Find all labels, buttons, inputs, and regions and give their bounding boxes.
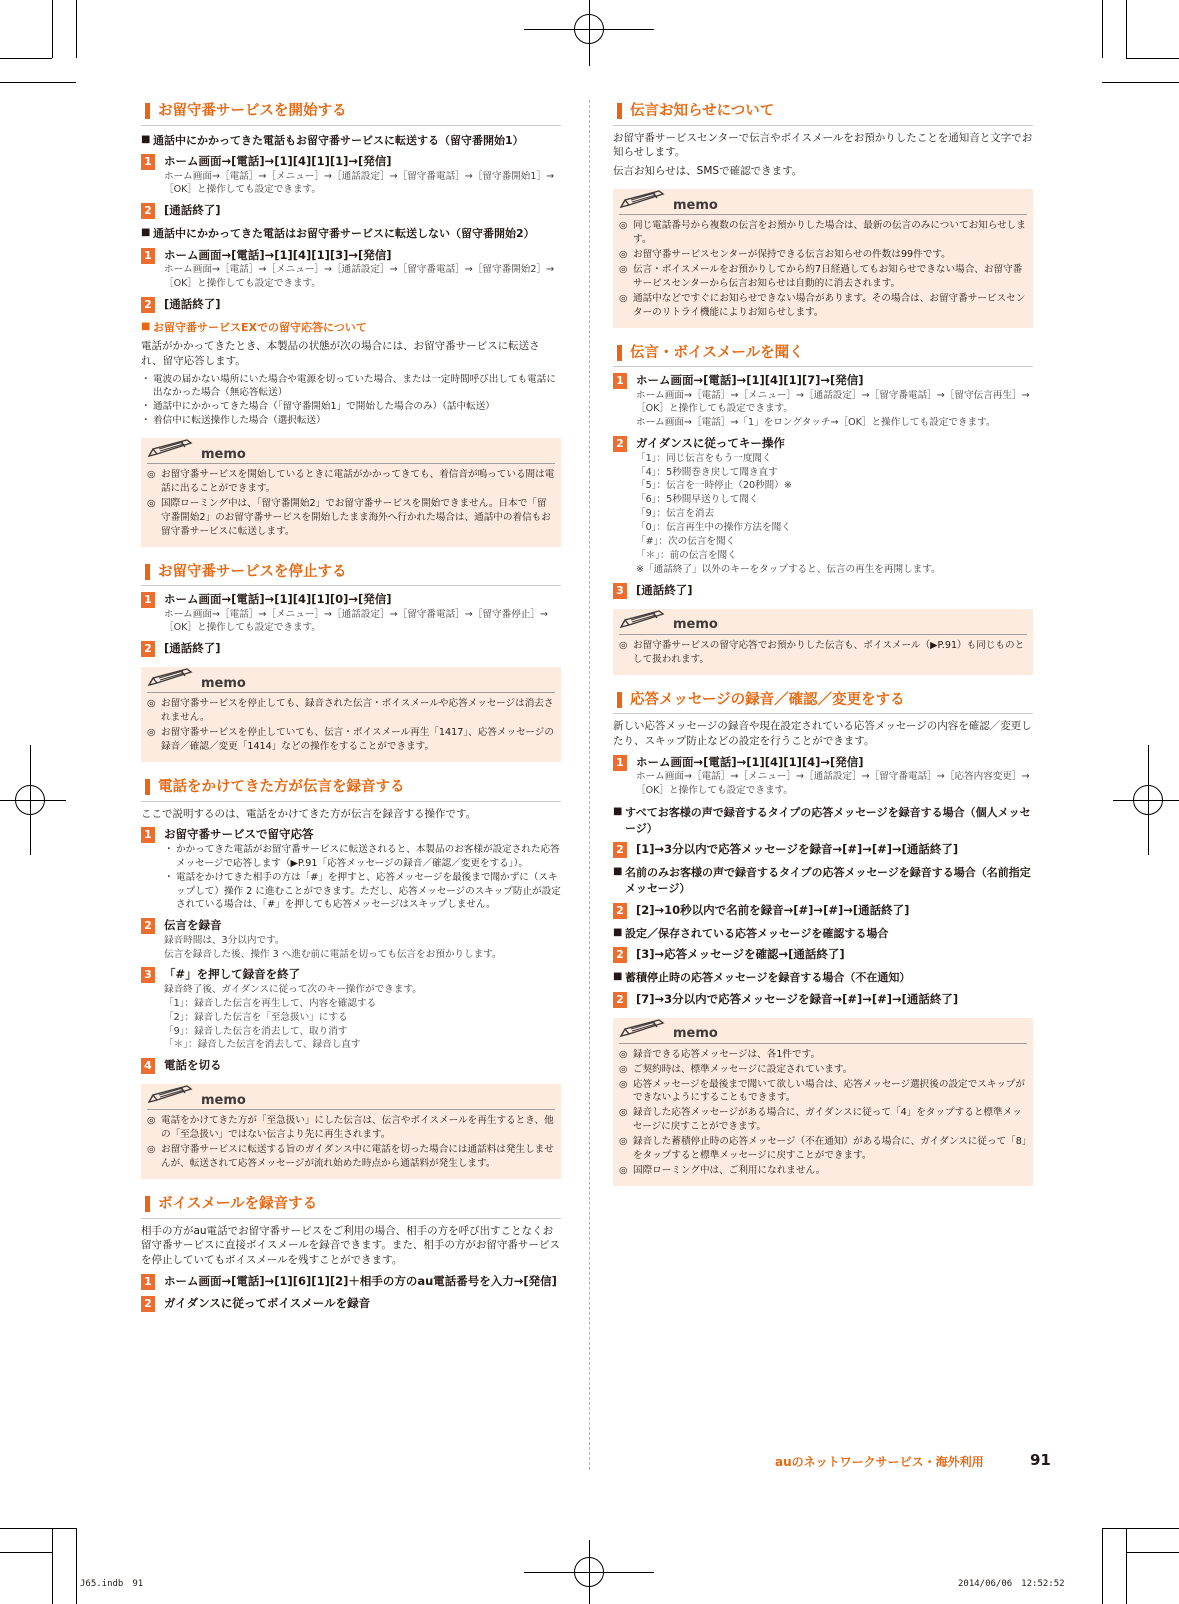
- bullet-icon: ・: [164, 843, 174, 855]
- memo-label: memo: [673, 197, 718, 213]
- step-body: [164, 153, 561, 197]
- step-body: [636, 754, 1033, 798]
- step-number: 1: [141, 827, 155, 843]
- memo-header: [619, 1022, 1027, 1044]
- double-circle-icon: ◎: [619, 1107, 628, 1119]
- memo-header: [147, 442, 555, 464]
- section-title: 電話をかけてきた方が伝言を録音する: [141, 776, 561, 802]
- double-circle-icon: ◎: [147, 1115, 156, 1127]
- step: [141, 1295, 561, 1312]
- step-note: 「＊」：前の伝言を聞く: [636, 549, 737, 561]
- step: [141, 591, 561, 635]
- memo-label: memo: [673, 1026, 718, 1042]
- step: [613, 946, 1033, 963]
- memo-box: [141, 1084, 561, 1179]
- section: [613, 100, 1033, 328]
- double-circle-icon: ◎: [619, 220, 628, 232]
- step-note: 「#」：次の伝言を聞く: [636, 536, 736, 548]
- square-bullet-icon: ■: [141, 133, 151, 145]
- memo-item: [619, 1048, 1027, 1062]
- step-title: ホーム画面→[電話]→[1][4][1][1]→[発信]: [164, 154, 392, 169]
- step-body: [636, 841, 1033, 857]
- memo-item: [619, 639, 1027, 667]
- step-number: 1: [613, 373, 627, 389]
- sub-heading-text: 設定／保存されている応答メッセージを確認する場合: [625, 926, 889, 940]
- double-circle-icon: ◎: [619, 1048, 628, 1060]
- step-note: 「＊」：録音した伝言を消去して、録音し直す: [164, 1039, 361, 1051]
- bullet-text: 電話をかけてきた相手の方は「#」を押すと、応答メッセージを最後まで聞かずに（スキップして）操作 2 に進むことができます。ただし、応答メッセージのスキップ防止が設定されている場合は、「#」を押しても応答メッセージはスキップしません。: [176, 871, 561, 911]
- step-body: [636, 372, 1033, 430]
- memo-text: 通話中などですぐにお知らせできない場合があります。その場合は、お留守番サービスセンターのリトライ機能によりお知らせします。: [633, 292, 1026, 318]
- memo-item: [147, 726, 555, 754]
- bullet-item: [141, 400, 561, 414]
- step-title: 電話を切る: [164, 1058, 222, 1073]
- step-number: 1: [141, 592, 155, 608]
- step-title: [7]→3分以内で応答メッセージを録音→[#]→[#]→[通話終了]: [636, 991, 959, 1006]
- left-column: [141, 100, 561, 1326]
- double-circle-icon: ◎: [619, 1165, 628, 1176]
- step-note: 「2」：録音した伝言を「至急扱い」にする: [164, 1011, 348, 1023]
- step-title: ホーム画面→[電話]→[1][4][1][7]→[発信]: [636, 373, 864, 388]
- memo-label: memo: [201, 675, 246, 691]
- double-circle-icon: ◎: [619, 1136, 628, 1148]
- memo-text: お留守番サービスを停止しても、録音された伝言・ボイスメールや応答メッセージは消去されません。: [161, 698, 554, 724]
- step-body: [164, 966, 561, 1052]
- step-note: 「4」：5秒間巻き戻して聞き直す: [636, 466, 778, 478]
- bullet-icon: ・: [141, 373, 151, 385]
- step-number: 2: [613, 992, 627, 1008]
- step-number: 4: [141, 1058, 155, 1074]
- memo-item: [619, 219, 1027, 247]
- memo-text: お留守番サービスを開始しているときに電話がかかってきても、着信音が鳴っている間は電話に出ることができます。: [161, 469, 555, 495]
- memo-text: 国際ローミング中は、ご利用になれません。: [633, 1165, 826, 1176]
- section: [141, 1193, 561, 1312]
- sub-heading-text: 通話中にかかってきた電話もお留守番サービスに転送する（留守番開始1）: [153, 133, 524, 147]
- memo-header: [619, 613, 1027, 635]
- step-body: [164, 640, 561, 656]
- step-note: 「6」：5秒間早送りして聞く: [636, 494, 759, 506]
- step: [613, 435, 1033, 576]
- step-number: 1: [141, 248, 155, 264]
- step: [141, 202, 561, 219]
- sub-heading-text: 通話中にかかってきた電話はお留守番サービスに転送しない（留守番開始2）: [153, 227, 535, 241]
- step-title: 伝言を録音: [164, 918, 222, 933]
- step: [141, 640, 561, 657]
- step-note: 録音時間は、3分以内です。: [164, 934, 285, 946]
- step-body: [636, 946, 1033, 962]
- bullet-item: [141, 373, 561, 401]
- bullet-icon: ・: [141, 415, 151, 427]
- step-note: 「1」：録音した伝言を再生して、内容を確認する: [164, 997, 377, 1009]
- step-note: 「9」：録音した伝言を消去して、取り消す: [164, 1025, 348, 1037]
- step-number: 2: [141, 641, 155, 657]
- pencil-icon: [147, 1084, 199, 1109]
- step-note: 「1」：同じ伝言をもう一度聞く: [636, 452, 772, 464]
- step: [613, 841, 1033, 858]
- step-body: [164, 917, 561, 961]
- section-title: お留守番サービスを停止する: [141, 561, 561, 587]
- memo-box: [141, 438, 561, 547]
- double-circle-icon: ◎: [619, 1078, 628, 1090]
- memo-text: 電話をかけてきた方が「至急扱い」にした伝言は、伝言やボイスメールを再生するとき、他の「至急扱い」ではない伝言より先に再生されます。: [161, 1115, 554, 1141]
- square-bullet-icon: ■: [141, 321, 151, 333]
- step-body: [636, 902, 1033, 918]
- step-title: ガイダンスに従ってキー操作: [636, 436, 785, 451]
- section-title: 応答メッセージの録音／確認／変更をする: [613, 689, 1033, 715]
- section: [141, 100, 561, 547]
- memo-item: [619, 1063, 1027, 1077]
- sub-heading: [613, 970, 1033, 986]
- bullet-text: 通話中にかかってきた場合（「留守番開始1」で開始した場合のみ）（話中転送）: [153, 401, 495, 413]
- paragraph: 新しい応答メッセージの録音や現在設定されている応答メッセージの内容を確認／変更したり、スキップ防止などの設定を行うことができます。: [613, 720, 1032, 748]
- step: [141, 247, 561, 291]
- memo-item: [619, 292, 1027, 320]
- sub-heading-text: お留守番サービスEXでの留守応答について: [153, 321, 367, 335]
- pencil-icon: [147, 667, 199, 692]
- step-number: 2: [613, 947, 627, 963]
- step-note: ホーム画面→［電話］→「1」をロングタッチ→［OK］と操作しても設定できます。: [636, 417, 996, 429]
- memo-label: memo: [201, 446, 246, 462]
- step-body: [164, 826, 561, 912]
- double-circle-icon: ◎: [147, 497, 156, 509]
- double-circle-icon: ◎: [147, 1144, 156, 1156]
- memo-text: 同じ電話番号から複数の伝言をお預かりした場合は、最新の伝言のみについてお知らせします。: [633, 220, 1026, 246]
- memo-box: [613, 609, 1033, 675]
- step-title: [通話終了]: [636, 582, 693, 597]
- memo-item: [147, 1114, 555, 1142]
- step-title: お留守番サービスで留守応答: [164, 827, 314, 842]
- double-circle-icon: ◎: [147, 698, 156, 710]
- step: [141, 1057, 561, 1074]
- step-note: 録音終了後、ガイダンスに従って次のキー操作ができます。: [164, 983, 422, 995]
- step-body: [164, 296, 561, 312]
- memo-box: [141, 667, 561, 762]
- bullet-item: [164, 871, 561, 913]
- memo-box: [613, 189, 1033, 327]
- pencil-icon: [147, 438, 199, 463]
- step: [613, 372, 1033, 430]
- sub-heading-text: 蓄積停止時の応答メッセージを録音する場合（不在通知）: [625, 971, 911, 985]
- memo-text: お留守番サービスの留守応答でお預かりした伝言も、ボイスメール（▶P.91）も同じものとして扱われます。: [633, 639, 1025, 665]
- sub-heading: [141, 133, 561, 149]
- step: [141, 966, 561, 1052]
- step-number: 2: [613, 842, 627, 858]
- memo-item: [619, 1078, 1027, 1106]
- bullet-icon: ・: [164, 871, 174, 883]
- square-bullet-icon: ■: [613, 926, 623, 938]
- step: [141, 153, 561, 197]
- pencil-icon: [619, 1018, 671, 1043]
- step-title: ホーム画面→[電話]→[1][4][1][0]→[発信]: [164, 592, 392, 607]
- memo-item: [147, 697, 555, 725]
- memo-box: [613, 1018, 1033, 1186]
- step-number: 2: [613, 436, 627, 452]
- step-note: ホーム画面→［電話］→［メニュー］→［通話設定］→［留守番電話］→［留守番開始1］→［OK］と操作しても設定できます。: [164, 170, 555, 196]
- step: [141, 917, 561, 961]
- step-number: 3: [613, 583, 627, 599]
- bullet-text: 電波の届かない場所にいた場合や電源を切っていた場合、または一定時間呼び出しても電話に出なかった場合（無応答転送）: [153, 373, 556, 399]
- step-title: [1]→3分以内で応答メッセージを録音→[#]→[#]→[通話終了]: [636, 842, 959, 857]
- step-body: [164, 1273, 561, 1289]
- double-circle-icon: ◎: [147, 727, 156, 739]
- bullet-icon: ・: [141, 401, 151, 413]
- step-title: [2]→10秒以内で名前を録音→[#]→[#]→[通話終了]: [636, 902, 910, 917]
- step: [141, 826, 561, 912]
- step-note: 伝言を録音した後、操作 3 へ進む前に電話を切っても伝言をお預かりします。: [164, 948, 502, 960]
- sub-heading: [141, 226, 561, 242]
- step-title: [3]→応答メッセージを確認→[通話終了]: [636, 947, 845, 962]
- section-title: 伝言お知らせについて: [613, 100, 1033, 126]
- step-number: 1: [141, 1274, 155, 1290]
- step-body: [164, 591, 561, 635]
- step-body: [164, 1295, 561, 1311]
- memo-text: 伝言・ボイスメールをお預かりしてから約7日経過してもお知らせできない場合、お留守番サービスセンターから伝言お知らせは自動的に消去されます。: [633, 264, 1023, 289]
- step-body: [636, 435, 1033, 576]
- sub-heading-text: 名前のみお客様の声で録音するタイプの応答メッセージを録音する場合（名前指定メッセージ）: [625, 866, 1031, 895]
- section-title: お留守番サービスを開始する: [141, 100, 561, 126]
- step-note: 「0」：伝言再生中の操作方法を聞く: [636, 522, 791, 534]
- step-title: 「#」を押して録音を終了: [164, 967, 301, 982]
- memo-text: お留守番サービスに転送する旨のガイダンス中に電話を切った場合には通話料は発生しませんが、転送されて応答メッセージが流れ始めた時点から通話料が発生します。: [161, 1144, 554, 1170]
- sub-heading: [613, 926, 1033, 942]
- step-title: ホーム画面→[電話]→[1][6][1][2]＋相手の方のau電話番号を入力→[発信]: [164, 1274, 557, 1289]
- step-note: ホーム画面→［電話］→［メニュー］→［通話設定］→［留守番電話］→［留守番停止］→［OK］と操作しても設定できます。: [164, 608, 549, 634]
- square-bullet-icon: ■: [141, 227, 151, 239]
- memo-header: [147, 1088, 555, 1110]
- memo-text: 録音した蓄積停止時の応答メッセージ（不在通知）がある場合に、ガイダンスに従って「8」をタップすると標準メッセージに戻すことができます。: [633, 1136, 1027, 1162]
- step-title: [通話終了]: [164, 203, 221, 218]
- double-circle-icon: ◎: [619, 1063, 628, 1075]
- memo-text: お留守番サービスを停止していても、伝言・ボイスメール再生「1417」、応答メッセージの録音／確認／変更「1414」などの操作をすることができます。: [161, 727, 554, 753]
- step-body: [164, 247, 561, 291]
- step-body: [636, 582, 1033, 598]
- paragraph: 伝言お知らせは、SMSで確認できます。: [613, 165, 803, 178]
- step-note: ※「通話終了」以外のキーをタップすると、伝言の再生を再開します。: [636, 563, 941, 575]
- memo-label: memo: [673, 617, 718, 633]
- step-number: 2: [613, 903, 627, 919]
- step-number: 2: [141, 297, 155, 313]
- memo-label: memo: [201, 1092, 246, 1108]
- step-number: 2: [141, 1296, 155, 1312]
- step-note: ホーム画面→［電話］→［メニュー］→［通話設定］→［留守番電話］→［応答内容変更］→［OK］と操作しても設定できます。: [636, 771, 1030, 797]
- memo-item: [619, 1135, 1027, 1163]
- memo-item: [147, 1143, 555, 1171]
- square-bullet-icon: ■: [613, 806, 623, 818]
- bullet-item: [141, 414, 561, 428]
- step-note: 「9」：伝言を消去: [636, 508, 715, 520]
- bullet-text: 着信中に転送操作した場合（選択転送）: [153, 415, 326, 427]
- memo-text: 録音した応答メッセージがある場合に、ガイダンスに従って「4」をタップすると標準メッセージに戻すことができます。: [633, 1107, 1022, 1133]
- paragraph: 相手の方がau電話でお留守番サービスをご利用の場合、相手の方を呼び出すことなくお留守番サービスに直接ボイスメールを録音できます。また、相手の方がお留守番サービスを停止していてもボイスメールを残すことができます。: [141, 1224, 560, 1267]
- square-bullet-icon: ■: [613, 866, 623, 878]
- memo-item: [619, 1164, 1027, 1178]
- step-number: 3: [141, 967, 155, 983]
- paragraph: 電話がかかってきたとき、本製品の状態が次の場合には、お留守番サービスに転送され、留守応答します。: [141, 339, 540, 367]
- section: [141, 776, 561, 1179]
- memo-header: [147, 671, 555, 693]
- double-circle-icon: ◎: [619, 264, 628, 276]
- section: [613, 342, 1033, 675]
- step-title: [通話終了]: [164, 297, 221, 312]
- memo-item: [619, 248, 1027, 262]
- column-divider: [589, 100, 590, 1470]
- step-body: [164, 202, 561, 218]
- step-number: 2: [141, 203, 155, 219]
- step-body: [636, 991, 1033, 1007]
- double-circle-icon: ◎: [619, 639, 628, 651]
- memo-item: [147, 497, 555, 539]
- memo-text: お留守番サービスセンターが保持できる伝言お知らせの件数は99件です。: [633, 249, 951, 261]
- step-body: [164, 1057, 561, 1073]
- section: [613, 689, 1033, 1186]
- right-column: [613, 100, 1033, 1200]
- sub-heading: [613, 805, 1033, 836]
- slug-date: 2014/06/06 12:52:52: [958, 1579, 1065, 1589]
- step: [141, 1273, 561, 1290]
- memo-text: ご契約時は、標準メッセージに設定されています。: [633, 1063, 853, 1075]
- double-circle-icon: ◎: [147, 469, 156, 481]
- sub-heading-text: すべてお客様の声で録音するタイプの応答メッセージを録音する場合（個人メッセージ）: [625, 806, 1031, 835]
- step-title: [通話終了]: [164, 641, 221, 656]
- step-note: 「5」：伝言を一時停止（20秒間）※: [636, 480, 792, 492]
- step: [141, 296, 561, 313]
- section-title: ボイスメールを録音する: [141, 1193, 561, 1219]
- memo-text: 国際ローミング中は、「留守番開始2」でお留守番サービスを開始できません。日本で「留守番開始2」のお留守番サービスを開始したまま海外へ行かれた場合は、通話中の着信もお留守番サービスに転送します。: [161, 497, 551, 537]
- double-circle-icon: ◎: [619, 292, 628, 304]
- section: [141, 561, 561, 762]
- step: [613, 754, 1033, 798]
- step-title: ガイダンスに従ってボイスメールを録音: [164, 1296, 371, 1311]
- sub-heading: [141, 320, 561, 336]
- memo-text: 応答メッセージを最後まで聞いて欲しい場合は、応答メッセージ選択後の設定でスキップができないようにすることもできます。: [633, 1078, 1025, 1104]
- memo-item: [147, 468, 555, 496]
- step-note: ホーム画面→［電話］→［メニュー］→［通話設定］→［留守番電話］→［留守伝言再生］→［OK］と操作しても設定できます。: [636, 389, 1030, 415]
- step-title: ホーム画面→[電話]→[1][4][1][3]→[発信]: [164, 247, 392, 262]
- memo-header: [619, 193, 1027, 215]
- paragraph: お留守番サービスセンターで伝言やボイスメールをお預かりしたことを通知音と文字でお知らせします。: [613, 131, 1033, 159]
- bullet-item: [164, 843, 561, 871]
- paragraph: ここで説明するのは、電話をかけてきた方が伝言を録音する操作です。: [141, 807, 477, 820]
- step-title: ホーム画面→[電話]→[1][4][1][4]→[発信]: [636, 754, 864, 769]
- pencil-icon: [619, 609, 671, 634]
- footer-chapter-title: auのネットワークサービス・海外利用: [775, 1455, 984, 1469]
- memo-item: [619, 263, 1027, 291]
- memo-item: [619, 1106, 1027, 1134]
- step: [613, 582, 1033, 599]
- page-number: 91: [1030, 1451, 1051, 1469]
- slug-file: J65.indb 91: [80, 1579, 144, 1589]
- step-number: 1: [613, 755, 627, 771]
- memo-text: 録音できる応答メッセージは、各1件です。: [633, 1048, 821, 1060]
- square-bullet-icon: ■: [613, 971, 623, 983]
- bullet-text: かかってきた電話がお留守番サービスに転送されると、本製品のお客様が設定された応答メッセージで応答します（▶P.91「応答メッセージの録音／確認／変更をする」）。: [176, 843, 560, 869]
- step-number: 2: [141, 918, 155, 934]
- sub-heading: [613, 865, 1033, 896]
- step-note: ホーム画面→［電話］→［メニュー］→［通話設定］→［留守番電話］→［留守番開始2］→［OK］と操作しても設定できます。: [164, 264, 555, 290]
- section-title: 伝言・ボイスメールを聞く: [613, 342, 1033, 368]
- step: [613, 902, 1033, 919]
- pencil-icon: [619, 189, 671, 214]
- double-circle-icon: ◎: [619, 249, 628, 261]
- step-number: 1: [141, 154, 155, 170]
- step: [613, 991, 1033, 1008]
